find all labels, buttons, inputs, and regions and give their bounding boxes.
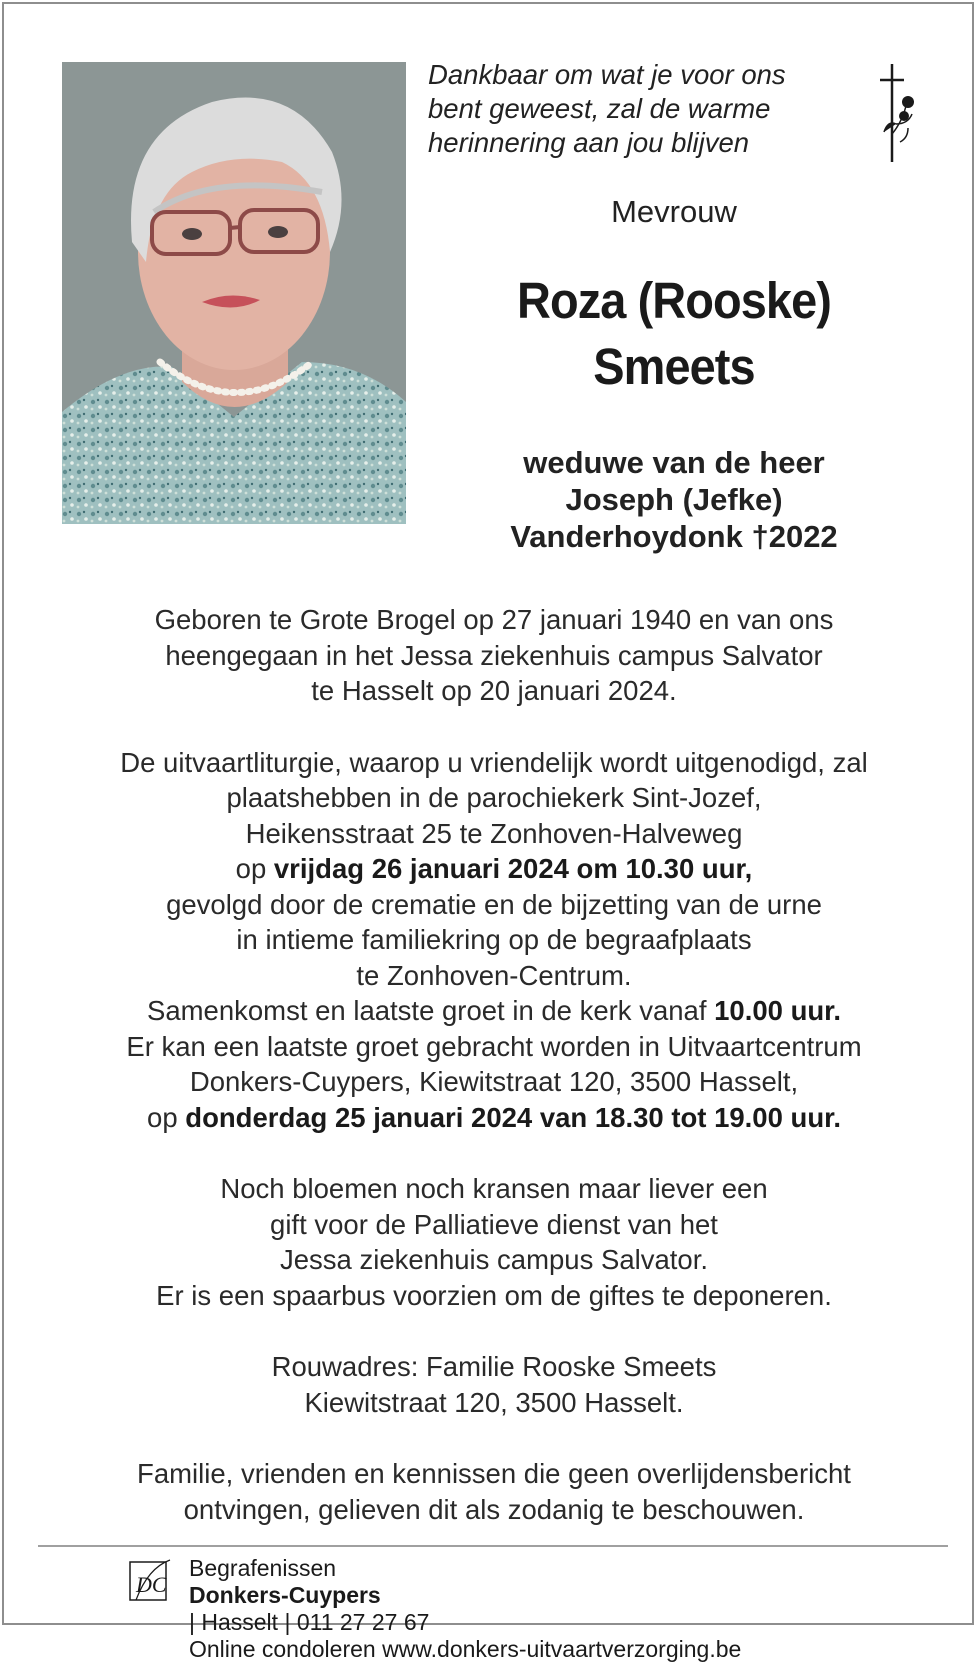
- obituary-card: [2, 2, 974, 1662]
- footer-line-2: Online condoleren www.donkers-uitvaartverzorging.be: [189, 1636, 742, 1662]
- text-fragment: | Hasselt | 011 27 27 67: [189, 1609, 430, 1635]
- name-line-2: Smeets: [593, 338, 755, 395]
- funeral-date: vrijdag 26 januari 2024 om 10.30 uur,: [273, 853, 753, 884]
- text-line: ontvingen, gelieven dit als zodanig te beschouwen.: [183, 1493, 805, 1525]
- text-fragment: Samenkomst en laatste groet in de kerk vanaf: [147, 995, 715, 1026]
- portrait-illustration: [62, 62, 406, 524]
- text-line: heengegaan in het Jessa ziekenhuis campus Salvator: [165, 639, 823, 671]
- text-line: Jessa ziekenhuis campus Salvator.: [280, 1244, 708, 1275]
- text-line: De uitvaartliturgie, waarop u vriendelijk wordt uitgenodigd, zal: [120, 746, 868, 778]
- viewing-date: donderdag 25 januari 2024 van 18.30 tot 19.00 uur.: [185, 1101, 841, 1133]
- spouse-line: weduwe van de heer: [523, 445, 825, 480]
- gathering-line: [34, 993, 954, 1029]
- quote-line: bent geweest, zal de warme: [428, 93, 771, 124]
- flowers-paragraph: [34, 1171, 954, 1313]
- birth-death-paragraph: [34, 602, 954, 709]
- obituary-body: [34, 602, 954, 1527]
- funeral-home-logo-icon: [128, 1558, 172, 1604]
- text-fragment: op: [235, 853, 274, 884]
- deceased-name: [453, 268, 895, 400]
- text-line: Er is een spaarbus voorzien om de giftes te deponeren.: [156, 1279, 832, 1311]
- text-line: Er kan een laatste groet gebracht worden in Uitvaartcentrum: [126, 1030, 862, 1062]
- text-line: gift voor de Palliatieve dienst van het: [270, 1208, 718, 1240]
- portrait-photo: [62, 62, 406, 524]
- text-line: Geboren te Grote Brogel op 27 januari 1940 en van ons: [154, 604, 834, 635]
- spouse-line: Vanderhoydonk †2022: [510, 519, 838, 554]
- text-line: Donkers-Cuypers, Kiewitstraat 120, 3500 Hasselt,: [189, 1066, 799, 1097]
- footer-info: [189, 1555, 949, 1663]
- viewing-date-line: [34, 1100, 954, 1136]
- title-prefix: Mevrouw: [611, 194, 737, 229]
- text-line: te Zonhoven-Centrum.: [356, 959, 632, 991]
- spouse-line: Joseph (Jefke): [565, 482, 783, 517]
- cross-with-roses-icon: [874, 62, 924, 166]
- text-line: Rouwadres: Familie Rooske Smeets: [271, 1351, 717, 1382]
- text-line: in intieme familiekring op de begraafplaats: [236, 924, 752, 955]
- text-line: plaatshebben in de parochiekerk Sint-Jozef,: [226, 782, 762, 813]
- footer-divider: [38, 1545, 948, 1547]
- funeral-date-line: [34, 851, 954, 887]
- footer-line-1: [189, 1555, 949, 1636]
- text-line: Familie, vrienden en kennissen die geen overlijdensbericht: [137, 1458, 851, 1489]
- funeral-paragraph: [34, 745, 954, 1136]
- text-line: te Hasselt op 20 januari 2024.: [311, 675, 677, 706]
- text-line: Kiewitstraat 120, 3500 Hasselt.: [304, 1386, 684, 1418]
- text-line: Heikensstraat 25 te Zonhoven-Halveweg: [245, 817, 743, 849]
- text-fragment: op: [147, 1101, 186, 1133]
- gathering-time: 10.00 uur.: [714, 995, 841, 1026]
- closing-paragraph: [34, 1456, 954, 1527]
- text-fragment: Begrafenissen: [189, 1555, 337, 1581]
- quote-line: herinnering aan jou blijven: [428, 127, 750, 158]
- spouse-info: [424, 444, 924, 555]
- address-paragraph: [34, 1349, 954, 1420]
- text-line: gevolgd door de crematie en de bijzetting van de urne: [166, 888, 822, 920]
- logo-text: DC: [136, 1572, 167, 1597]
- funeral-home-name: Donkers-Cuypers: [189, 1582, 381, 1608]
- quote-line: Dankbaar om wat je voor ons: [428, 59, 786, 90]
- name-line-1: Roza (Rooske): [517, 272, 831, 329]
- text-line: Noch bloemen noch kransen maar liever een: [220, 1173, 768, 1204]
- memorial-quote: [428, 58, 848, 160]
